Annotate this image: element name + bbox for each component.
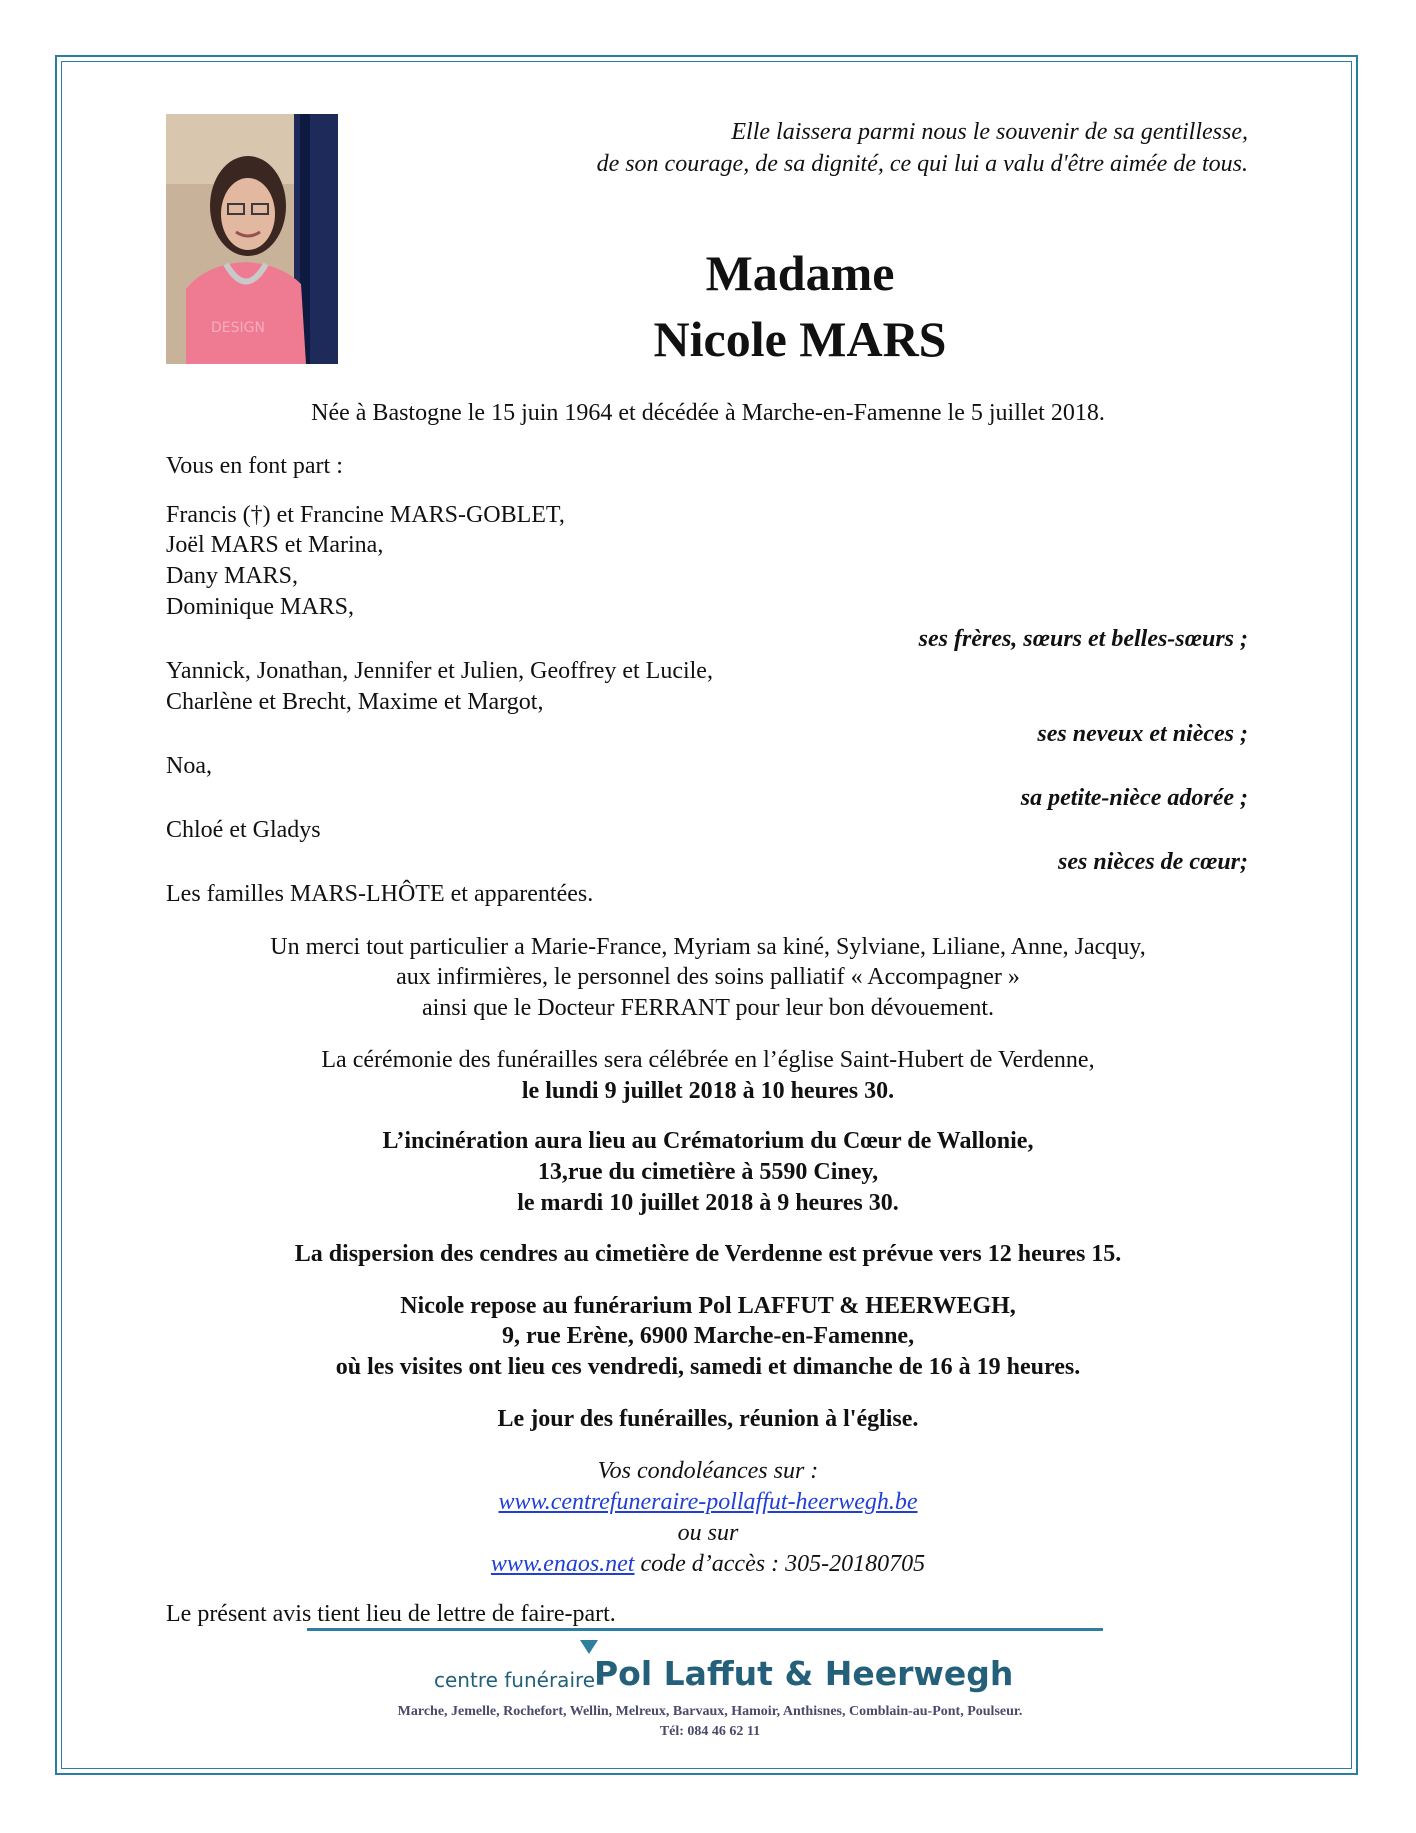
thanks-line: aux infirmières, le personnel des soins palliatif « Accompagner » [396,964,1020,990]
thanks-line: ainsi que le Docteur FERRANT pour leur bon dévouement. [421,995,995,1021]
family-line: Noa, [166,753,212,779]
deceased-name: Nicole MARS [653,311,947,367]
footer-divider [307,1628,1103,1631]
relation-label: ses nièces de cœur; [1058,849,1248,875]
condolences-enaos-row [120,1549,1296,1579]
family-line: Dominique MARS, [166,594,355,620]
memorial-quote [348,116,1248,180]
birth-death-line: Née à Bastogne le 15 juin 1964 et décédée à Marche-en-Famenne le 5 juillet 2018. [311,400,1105,426]
quote-line: Elle laissera parmi nous le souvenir de sa gentillesse, [731,119,1248,145]
ceremony-date: le lundi 9 juillet 2018 à 10 heures 30. [521,1078,895,1104]
ceremony-location: La cérémonie des funérailles sera célébrée en l’église Saint-Hubert de Verdenne, [321,1047,1095,1073]
footer-towns: Marche, Jemelle, Rochefort, Wellin, Melreux, Barvaux, Hamoir, Anthisnes, Comblain-au-Pont, Poulseur. [397,1704,1023,1719]
announcement-intro: Vous en font part : [166,453,343,479]
visitation-line: où les visites ont lieu ces vendredi, samedi et dimanche de 16 à 19 heures. [335,1354,1081,1380]
logo-brand-name: Pol Laffut & Heerwegh [594,1654,1014,1693]
family-line: Les familles MARS-LHÔTE et apparentées. [166,881,594,907]
family-line: Chloé et Gladys [166,817,321,843]
footer-phone: Tél: 084 46 62 11 [659,1724,761,1739]
incineration-line: le mardi 10 juillet 2018 à 9 heures 30. [517,1190,899,1216]
condolences-label: Vos condoléances sur : [597,1458,819,1484]
family-line: Charlène et Brecht, Maxime et Margot, [166,689,544,715]
funeral-home-website-link[interactable]: www.centrefuneraire-pollaffut-heerwegh.be [498,1489,918,1515]
visitation-line: Nicole repose au funérarium Pol LAFFUT & HEERWEGH, [400,1293,1016,1319]
logo-triangle-icon [580,1640,598,1654]
quote-line: de son courage, de sa dignité, ce qui lui a valu d'être aimée de tous. [596,151,1248,177]
family-line: Francis (†) et Francine MARS-GOBLET, [166,502,565,528]
access-code: code d’accès : 305-20180705 [634,1551,926,1577]
notice-line: Le présent avis tient lieu de lettre de faire-part. [166,1601,616,1627]
enaos-website-link[interactable]: www.enaos.net [490,1551,635,1577]
family-line: Yannick, Jonathan, Jennifer et Julien, Geoffrey et Lucile, [166,658,713,684]
svg-text:DESIGN: DESIGN [211,320,265,336]
meeting-line: Le jour des funérailles, réunion à l'église. [497,1406,919,1432]
visitation-line: 9, rue Erène, 6900 Marche-en-Famenne, [501,1323,915,1349]
relation-label: ses frères, sœurs et belles-sœurs ; [918,626,1248,652]
thanks-line: Un merci tout particulier a Marie-France, Myriam sa kiné, Sylviane, Liliane, Anne, Jacquy, [270,934,1146,960]
family-line: Dany MARS, [166,563,299,589]
portrait-photo [166,114,338,364]
relation-label: sa petite-nièce adorée ; [1020,785,1248,811]
relation-label: ses neveux et nièces ; [1037,721,1248,747]
incineration-line: L’incinération aura lieu au Crématorium du Cœur de Wallonie, [382,1128,1034,1154]
logo-tagline: centre funéraire [434,1668,596,1692]
title-honorific: Madame [705,245,895,301]
condolences-or: ou sur [677,1520,739,1546]
family-line: Joël MARS et Marina, [166,532,384,558]
dispersion-line: La dispersion des cendres au cimetière de Verdenne est prévue vers 12 heures 15. [294,1241,1122,1267]
incineration-line: 13,rue du cimetière à 5590 Ciney, [537,1159,879,1185]
condolences-link-row [120,1487,1296,1517]
